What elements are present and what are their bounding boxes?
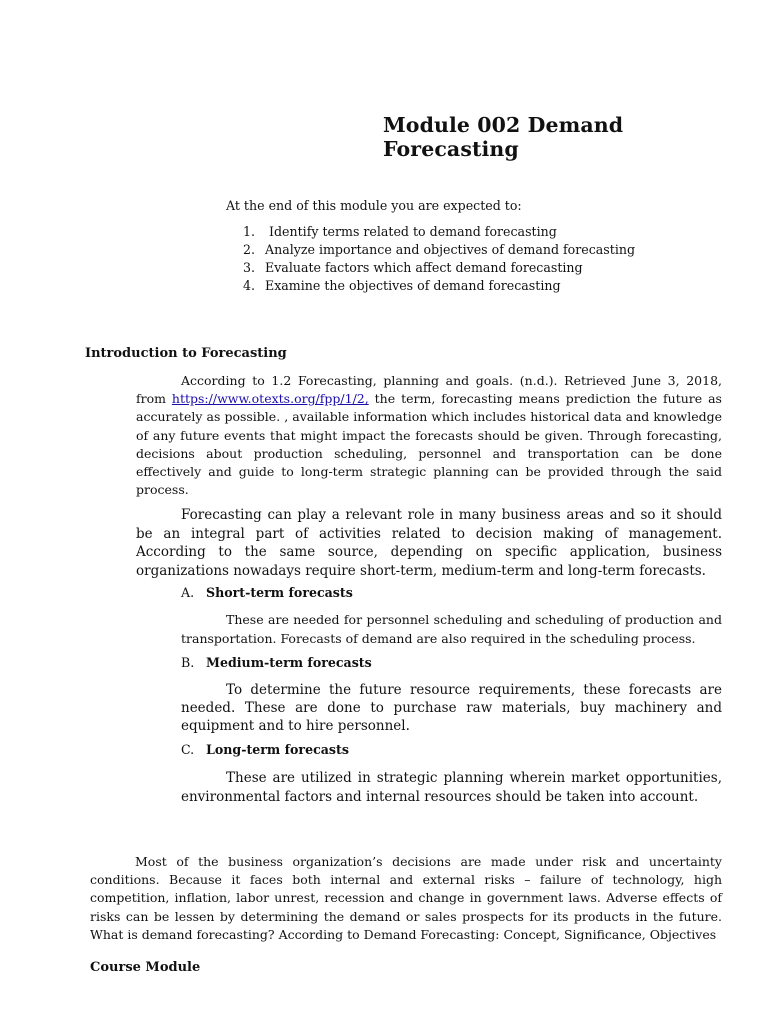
short-term-paragraph xyxy=(181,611,722,648)
objective-number: 4. xyxy=(243,278,256,293)
intro-paragraph-1 xyxy=(136,372,722,499)
long-term-text: These are utilized in strategic planning wherein market opportunities, environmental factors and internal resources should be taken into account. xyxy=(181,770,722,805)
objective-number: 1. xyxy=(243,224,256,239)
intro-heading: Introduction to Forecasting xyxy=(85,346,287,361)
medium-term-text: To determine the future resource requirements, these forecasts are needed. These are done to purchase raw materials, buy machinery and equipment and to hire personnel. xyxy=(181,682,722,734)
section-letter: C. xyxy=(181,742,195,757)
objective-text: Identify terms related to demand forecasting xyxy=(265,224,557,239)
section-title: Long-term forecasts xyxy=(206,742,349,757)
medium-term-paragraph xyxy=(181,681,722,735)
long-term-heading xyxy=(181,742,349,757)
section-letter: B. xyxy=(181,655,195,670)
section-title: Short-term forecasts xyxy=(206,585,353,600)
objective-number: 2. xyxy=(243,242,256,257)
paragraph2-text: Forecasting can play a relevant role in many business areas and so it should be an integral part of activities related to decision making of management. According to the same source, depending on specific application, business organizations nowadays require short-term, medium-term and long-term forecasts. xyxy=(136,507,722,579)
objective-item xyxy=(243,259,635,277)
short-term-text: These are needed for personnel scheduling and scheduling of production and transportation. Forecasts of demand are also required in the scheduling process. xyxy=(181,612,722,646)
objectives-intro: At the end of this module you are expected to: xyxy=(226,198,522,213)
paragraph3-text: Most of the business organization’s decisions are made under risk and uncertainty conditions. Because it faces both internal and external risks – failure of technology, high competition, inflation, labor unrest, recession and change in government laws. Adverse effects of risks can be lessen by determining the demand or sales prospects for its products in the future. What is demand forecasting? According to Demand Forecasting: Concept, Significance, Objectives xyxy=(90,854,722,942)
course-module-label: Course Module xyxy=(90,960,201,975)
section-title: Medium-term forecasts xyxy=(206,655,372,670)
page-title: Module 002 Demand Forecasting xyxy=(383,113,624,161)
objective-number: 3. xyxy=(243,260,256,275)
long-term-paragraph xyxy=(181,769,722,807)
otexts-link[interactable]: https://www.otexts.org/fpp/1/2, xyxy=(171,391,369,407)
objective-text: Analyze importance and objectives of demand forecasting xyxy=(265,242,636,257)
medium-term-heading xyxy=(181,655,372,670)
section-letter: A. xyxy=(181,585,195,600)
objective-item xyxy=(243,223,635,241)
objective-text: Examine the objectives of demand forecasting xyxy=(265,278,561,293)
intro-paragraph-2 xyxy=(136,506,722,580)
objective-text: Evaluate factors which affect demand forecasting xyxy=(265,260,583,275)
objectives-list xyxy=(243,223,635,295)
paragraph1-before-link: According to 1.2 Forecasting, planning and goals. (n.d.). Retrieved June 3, 2018, from xyxy=(136,373,722,407)
demand-forecasting-paragraph xyxy=(90,853,722,944)
paragraph1-after-link: the term, forecasting means prediction the future as accurately as possible. , available information which includes historical data and knowledge of any future events that might impact the forecasts should be given. Through forecasting, decisions about production scheduling, personnel and transportation can be done effectively and guide to long-term strategic planning can be provided through the said process. xyxy=(136,391,722,498)
objective-item xyxy=(243,241,635,259)
objective-item xyxy=(243,277,635,295)
short-term-heading xyxy=(181,585,353,600)
